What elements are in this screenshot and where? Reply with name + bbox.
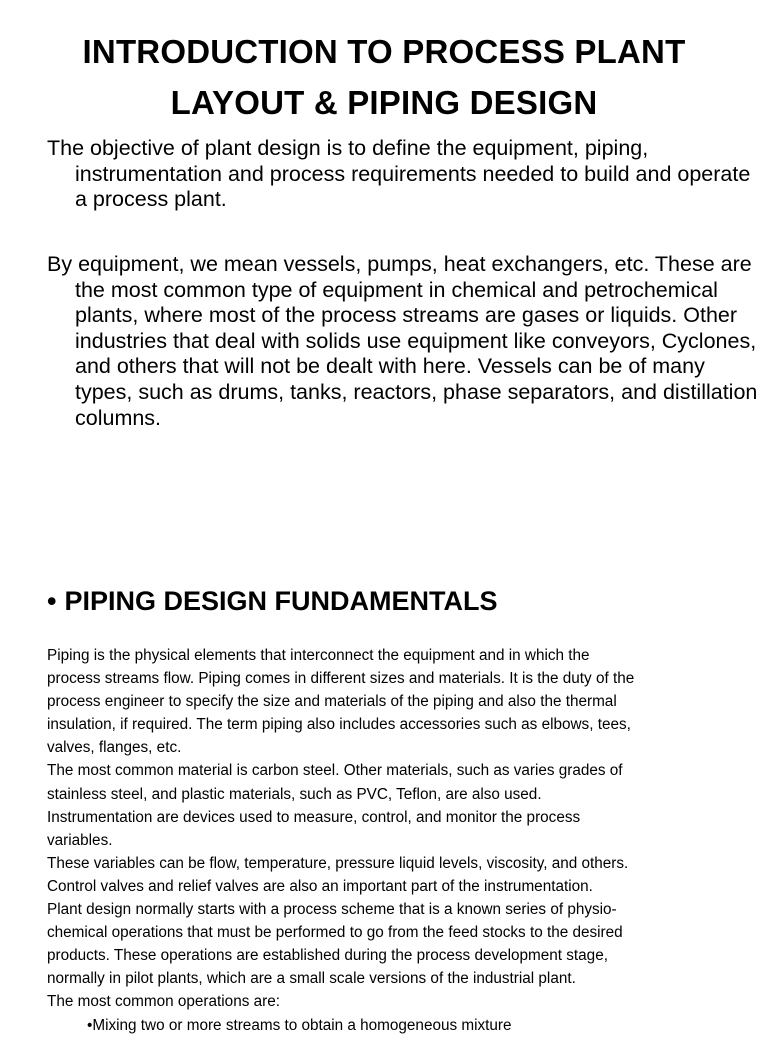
body-line: Control valves and relief valves are also an important part of the instrumentation. (47, 877, 593, 895)
body-line-sub-bullet: •Mixing two or more streams to obtain a homogeneous mixture (87, 1016, 512, 1034)
body-line: normally in pilot plants, which are a small scale versions of the industrial plant. (47, 970, 576, 988)
body-line: Piping is the physical elements that interconnect the equipment and in which the (47, 647, 590, 664)
body-text (47, 644, 747, 1037)
title-line-1: INTRODUCTION TO PROCESS PLANT (82, 33, 686, 70)
body-line: stainless steel, and plastic materials, such as PVC, Teflon, are also used. (47, 785, 542, 803)
bullet-icon: • (47, 586, 57, 616)
body-line: These variables can be flow, temperature, pressure liquid levels, viscosity, and others. (47, 854, 629, 872)
body-line: The most common material is carbon steel. Other materials, such as varies grades of (47, 762, 623, 780)
section-heading-text: PIPING DESIGN FUNDAMENTALS (64, 586, 498, 616)
intro-paragraph-equipment: By equipment, we mean vessels, pumps, heat exchangers, etc. These are the most common type of equipment in chemical and petrochemical plants, where most of the process streams are gases or liquids. Other industries that deal with solids use equipment like conveyors, Cyclones, and others that will not be dealt with here. Vessels can be of many types, such as drums, tanks, reactors, phase separators, and distillation columns. (47, 252, 758, 430)
body-line: products. These operations are established during the process development stage, (47, 947, 608, 965)
body-line: Plant design normally starts with a process scheme that is a known series of physio- (47, 901, 617, 919)
body-line: Instrumentation are devices used to measure, control, and monitor the process (47, 808, 581, 826)
body-line: chemical operations that must be performed to go from the feed stocks to the desired (47, 924, 623, 942)
intro-paragraph-objective: The objective of plant design is to define the equipment, piping, instrumentation and process requirements needed to build and operate a process plant. (47, 136, 751, 212)
body-line: variables. (47, 831, 113, 849)
body-line: valves, flanges, etc. (47, 739, 182, 757)
body-line: insulation, if required. The term piping also includes accessories such as elbows, tees, (47, 716, 631, 734)
title-line-2: LAYOUT & PIPING DESIGN (170, 84, 598, 121)
section-heading (47, 584, 737, 618)
page-title (20, 26, 748, 128)
body-line: process engineer to specify the size and materials of the piping and also the thermal (47, 693, 617, 711)
body-line: The most common operations are: (47, 993, 280, 1011)
body-line: process streams flow. Piping comes in different sizes and materials. It is the duty of the (47, 670, 635, 688)
